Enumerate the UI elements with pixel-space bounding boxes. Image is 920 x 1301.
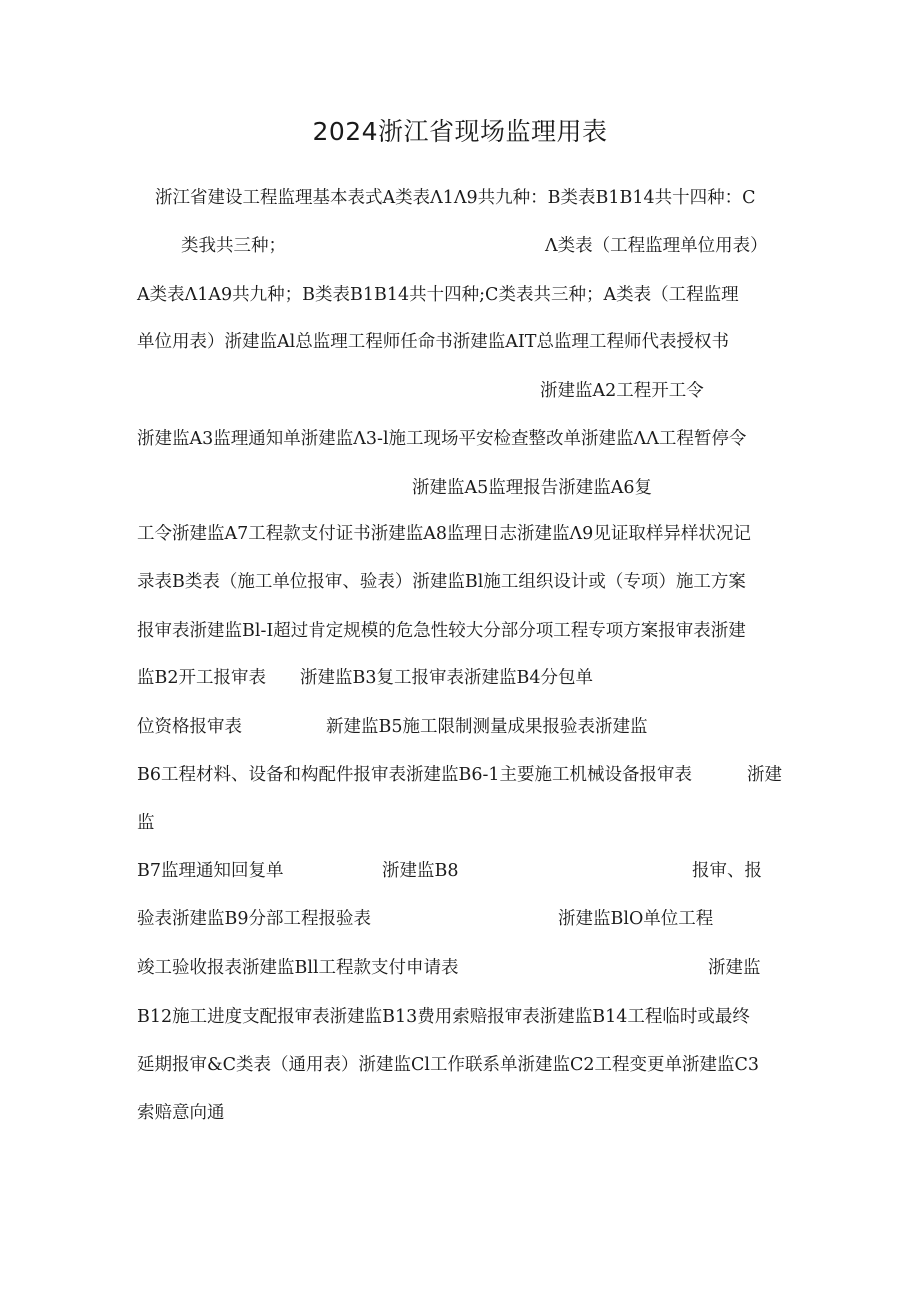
body-line-4-segment-1: 单位用表）浙建监Al总监理工程师任命书浙建监AIT总监理工程师代表授权书 [137,332,729,352]
body-line-11-segment-1: 监B2开工报审表 [137,668,266,688]
body-line-10-segment-1: 报审表浙建监Bl-I超过肯定规模的危急性较大分部分项工程专项方案报审表浙建 [137,621,746,641]
document-title: 2024浙江省现场监理用表 [312,117,608,146]
body-line-12-segment-2: 新建监B5施工限制测量成果报验表浙建监 [326,717,648,737]
body-line-2-segment-1: 类我共三种； [181,236,286,256]
body-line-15-segment-2: 浙建监B8 [382,861,459,881]
body-line-13-segment-1: B6工程材料、设备和构配件报审表浙建监B6-1主要施工机械设备报审表 [137,765,693,785]
body-line-16-segment-1: 验表浙建监B9分部工程报验表 [137,909,371,929]
body-line-8-segment-1: 工令浙建监A7工程款支付证书浙建监A8监理日志浙建监Λ9见证取样异样状况记 [137,524,751,544]
body-line-3-segment-1: A类表Λ1A9共九种；B类表B1B14共十四种;C类表共三种；A类表（工程监理 [137,285,739,305]
body-line-15-segment-1: B7监理通知回复单 [137,861,284,881]
body-line-9-segment-1: 录表B类表（施工单位报审、验表）浙建监Bl施工组织设计或（专项）施工方案 [137,572,746,592]
body-line-5-segment-1: 浙建监A2工程开工令 [540,381,704,401]
body-line-16-segment-2: 浙建监BlO单位工程 [558,909,714,929]
body-line-11-segment-2: 浙建监B3复工报审表浙建监B4分包单 [300,668,593,688]
body-line-15-segment-3: 报审、报 [692,861,762,881]
body-line-17-segment-2: 浙建监 [708,958,761,978]
body-line-14-segment-1: 监 [137,813,155,833]
body-line-20-segment-1: 索赔意向通 [137,1103,225,1123]
body-line-1-segment-1: 浙江省建设工程监理基本表式A类表Λ1Λ9共九种：B类表B1B14共十四种：C [155,188,756,208]
body-line-6-segment-1: 浙建监A3监理通知单浙建监Λ3-l施工现场平安检查整改单浙建监ΛΛ工程暂停令 [137,429,747,449]
body-line-7-segment-1: 浙建监A5监理报告浙建监A6复 [412,478,653,498]
body-line-2-segment-2: Λ类表（工程监理单位用表） [545,236,768,256]
body-line-19-segment-1: 延期报审&C类表（通用表）浙建监Cl工作联系单浙建监C2工程变更单浙建监C3 [137,1055,759,1075]
body-line-18-segment-1: B12施工进度支配报审表浙建监B13费用索赔报审表浙建监B14工程临时或最终 [137,1007,750,1027]
body-line-12-segment-1: 位资格报审表 [137,717,242,737]
body-line-17-segment-1: 竣工验收报表浙建监Bll工程款支付申请表 [137,958,459,978]
body-line-13-segment-2: 浙建 [747,765,782,785]
